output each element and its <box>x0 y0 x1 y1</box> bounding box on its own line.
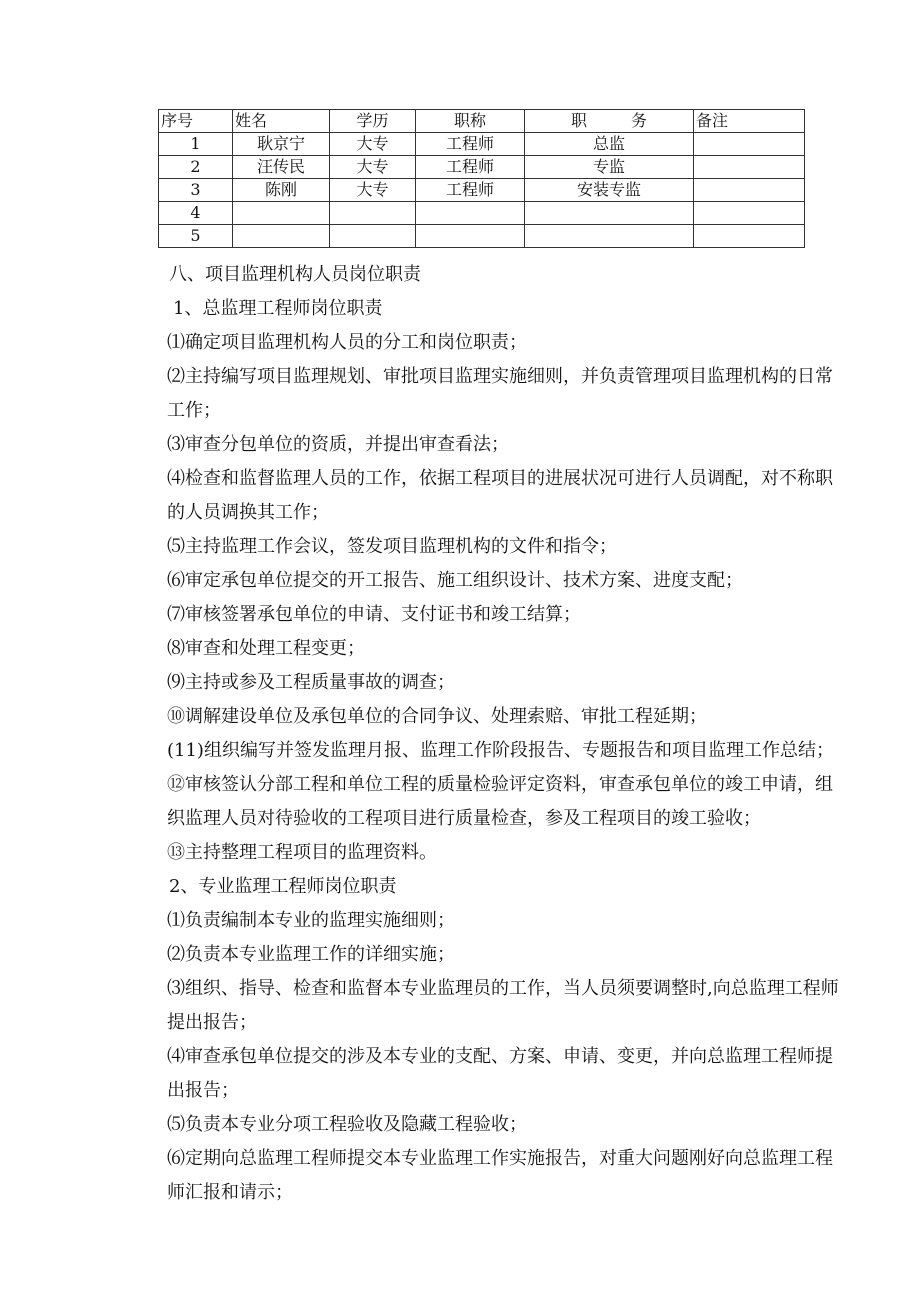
list-item: ⑵主持编写项目监理规划、审批项目监理实施细则，并负责管理项目监理机构的日常工作； <box>167 366 833 421</box>
table-cell: 2 <box>159 156 233 179</box>
table-cell: 工程师 <box>416 156 525 179</box>
subsection-title-chief: 1、总监理工程师岗位职责 <box>173 298 383 319</box>
table-cell: 专监 <box>525 156 694 179</box>
list-item: ⑸负责本专业分项工程验收及隐藏工程验收； <box>167 1114 527 1135</box>
list-item: ⑷审查承包单位提交的涉及本专业的支配、方案、申请、变更，并向总监理工程师提出报告； <box>167 1046 833 1101</box>
table-cell: 3 <box>159 179 233 202</box>
table-cell: 大专 <box>330 156 416 179</box>
list-item: ⑩调解建设单位及承包单位的合同争议、处理索赔、审批工程延期； <box>167 706 707 727</box>
table-cell <box>233 225 330 248</box>
table-cell <box>694 179 805 202</box>
table-cell <box>525 202 694 225</box>
table-cell <box>694 225 805 248</box>
table-cell <box>233 202 330 225</box>
table-header-row <box>159 110 805 133</box>
list-item: ⑴负责编制本专业的监理实施细则； <box>167 910 455 931</box>
table-cell: 大专 <box>330 179 416 202</box>
table-row <box>159 179 805 202</box>
table-cell <box>525 225 694 248</box>
table-cell <box>694 156 805 179</box>
list-item: (11)组织编写并签发监理月报、监理工作阶段报告、专题报告和项目监理工作总结； <box>167 740 834 761</box>
table-cell: 工程师 <box>416 133 525 156</box>
list-item: ⑵负责本专业监理工作的详细实施； <box>167 944 455 965</box>
table-cell <box>694 202 805 225</box>
table-row <box>159 133 805 156</box>
list-item: ⑹定期向总监理工程师提交本专业监理工作实施报告，对重大问题刚好向总监理工程师汇报和请示； <box>167 1148 833 1203</box>
list-item: ⑶组织、指导、检查和监督本专业监理员的工作，当人员须要调整时,向总监理工程师提出报告； <box>167 978 839 1033</box>
table-cell: 大专 <box>330 133 416 156</box>
list-item: ⑴确定项目监理机构人员的分工和岗位职责； <box>167 332 527 353</box>
table-row <box>159 202 805 225</box>
table-cell <box>330 202 416 225</box>
header-cell: 备注 <box>694 110 805 133</box>
section-title: 八、项目监理机构人员岗位职责 <box>169 264 421 285</box>
table-cell: 安装专监 <box>525 179 694 202</box>
table-cell: 5 <box>159 225 233 248</box>
table-cell: 耿京宁 <box>233 133 330 156</box>
list-item: ⑹审定承包单位提交的开工报告、施工组织设计、技术方案、进度支配； <box>167 570 743 591</box>
table-cell <box>416 225 525 248</box>
list-item: ⑻审查和处理工程变更； <box>167 638 365 659</box>
list-item: ⑫审核签认分部工程和单位工程的质量检验评定资料，审查承包单位的竣工申请，组织监理人员对待验收的工程项目进行质量检查，参及工程项目的竣工验收； <box>167 774 833 829</box>
header-cell: 序号 <box>159 110 233 133</box>
header-cell: 姓名 <box>233 110 330 133</box>
table-cell: 总监 <box>525 133 694 156</box>
list-item: ⑶审查分包单位的资质，并提出审查看法； <box>167 434 509 455</box>
list-item: ⑺审核签署承包单位的申请、支付证书和竣工结算； <box>167 604 581 625</box>
table-cell: 汪传民 <box>233 156 330 179</box>
list-item: ⑼主持或参及工程质量事故的调查； <box>167 672 455 693</box>
table-cell <box>694 133 805 156</box>
table-row <box>159 225 805 248</box>
list-item: ⑬主持整理工程项目的监理资料。 <box>167 842 437 863</box>
table-row <box>159 156 805 179</box>
table-cell <box>330 225 416 248</box>
table-cell: 陈刚 <box>233 179 330 202</box>
header-cell: 学历 <box>330 110 416 133</box>
header-cell: 职务 <box>525 110 694 133</box>
list-item: ⑸主持监理工作会议，签发项目监理机构的文件和指令； <box>167 536 617 557</box>
header-cell: 职称 <box>416 110 525 133</box>
table-cell <box>416 202 525 225</box>
table-cell: 工程师 <box>416 179 525 202</box>
list-item: ⑷检查和监督监理人员的工作，依据工程项目的进展状况可进行人员调配，对不称职的人员调换其工作； <box>167 468 833 523</box>
staff-table <box>158 109 805 248</box>
subsection-title-specialist: 2、专业监理工程师岗位职责 <box>169 876 397 897</box>
table-cell: 4 <box>159 202 233 225</box>
table-cell: 1 <box>159 133 233 156</box>
document-body <box>133 258 843 1210</box>
